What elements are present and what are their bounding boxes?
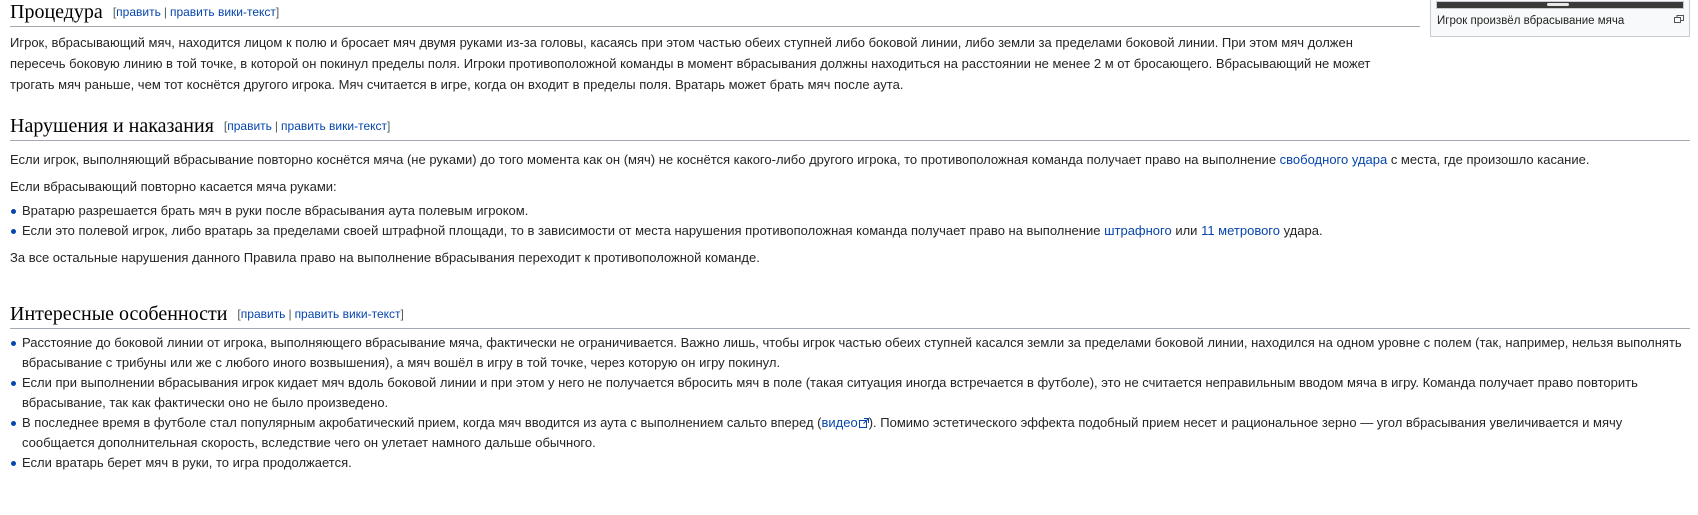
violations-paragraph-2: Если вбрасывающий повторно касается мяча руками: — [10, 179, 337, 194]
features-list — [10, 333, 1690, 473]
section-heading-procedure — [10, 0, 1420, 27]
penalty-kick-link[interactable]: штрафного — [1104, 223, 1172, 238]
list-item: Если вратарь берет мяч в руки, то игра продолжается. — [22, 453, 1690, 473]
violations-paragraph-3: За все остальные нарушения данного Правила право на выполнение вбрасывания переходит к противоположной команде. — [10, 250, 760, 265]
section-violations — [10, 114, 1690, 268]
list-item: Вратарю разрешается брать мяч в руки после вбрасывания аута полевым игроком. — [22, 201, 1690, 221]
thumbnail-caption — [1434, 9, 1686, 33]
section-features — [10, 302, 1690, 473]
edit-link[interactable]: править — [116, 5, 161, 19]
list-item: Если при выполнении вбрасывания игрок кидает мяч вдоль боковой линии и при этом у него не получается вбросить мяч в поле (такая ситуация иногда встречается в футболе), это не считается неправильным вводом мяча в игру. Команда получает право повторить вбрасывание, так как фактически оно не было произведено. — [22, 373, 1690, 413]
external-link-icon — [859, 418, 869, 428]
edit-section: [править | править вики-текст] — [223, 119, 391, 133]
heading-text: Интересные особенности — [10, 303, 228, 325]
violations-list — [10, 201, 1690, 241]
edit-section: [править | править вики-текст] — [237, 307, 404, 321]
edit-link[interactable]: править — [227, 119, 272, 133]
procedure-paragraph: Игрок, вбрасывающий мяч, находится лицом к полю и бросает мяч двумя руками из-за головы, касаясь при этом частью обеих ступней либо боковой линии, либо земли за пределами боковой линии. При этом мяч должен пересечь боковую линию в той точке, в которой он покинул пределы поля. Игроки противоположной команды в момент вбрасывания должны находиться на расстоянии не менее 2 м от бросающего. Вбрасывающий не может трогать мяч раньше, чем тот коснётся другого игрока. Мяч считается в игре, когда он входит в пределы поля. Вратарь может брать мяч после аута. — [10, 35, 1371, 92]
video-link[interactable]: видео — [822, 415, 869, 430]
list-item: В последнее время в футболе стал популярным акробатический прием, когда мяч вводится из аута с выполнением сальто вперед (видео ). Помимо эстетического эффекта подобный прием несет и рациональное зерно — угол вбрасывания увеличивается и мячу сообщается дополнительная скорость, вследствие чего он улетает намного дальше обычного. — [22, 413, 1690, 453]
edit-link[interactable]: править — [240, 307, 286, 321]
free-kick-link[interactable]: свободного удара — [1279, 152, 1388, 167]
section-heading-features — [10, 302, 1690, 329]
heading-text: Процедура — [10, 1, 103, 23]
thumbnail-image[interactable] — [1436, 1, 1684, 9]
edit-source-link[interactable]: править вики-текст — [169, 5, 276, 19]
edit-source-link[interactable]: править вики-текст — [281, 119, 387, 133]
violations-paragraph-1: Если игрок, выполняющий вбрасывание повторно коснётся мяча (не руками) до того момента как он (мяч) не коснётся какого-либо другого игрока, то противоположная команда получает право на выполнение свободного удара с места, где произошло касание. — [10, 152, 1590, 167]
edit-source-link[interactable]: править вики-текст — [294, 307, 401, 321]
heading-text: Нарушения и наказания — [10, 115, 214, 137]
eleven-meter-link[interactable]: 11 метрового — [1201, 223, 1280, 238]
section-heading-violations — [10, 114, 1690, 141]
list-item: Если это полевой игрок, либо вратарь за пределами своей штрафной площади, то в зависимости от места нарушения противоположная команда получает право на выполнение штрафного или 11 метрового удара. — [22, 221, 1690, 241]
procedure-body — [10, 32, 1690, 95]
list-item: Расстояние до боковой линии от игрока, выполняющего вбрасывание мяча, фактически не ограничивается. Важно лишь, чтобы игрок частью обеих ступней касался земли за пределами боковой линии, находился на одном уровне с полем (так, например, нельзя выполнять вбрасывание с трибуны или же с любого иного возвышения), а мяч вошёл в игру в той точке, через которую он игру покинул. — [22, 333, 1690, 373]
enlarge-icon[interactable] — [1674, 15, 1684, 23]
thumbnail-caption-text: Игрок произвёл вбрасывание мяча — [1437, 15, 1625, 27]
edit-section: [править | править вики-текст] — [112, 5, 280, 19]
